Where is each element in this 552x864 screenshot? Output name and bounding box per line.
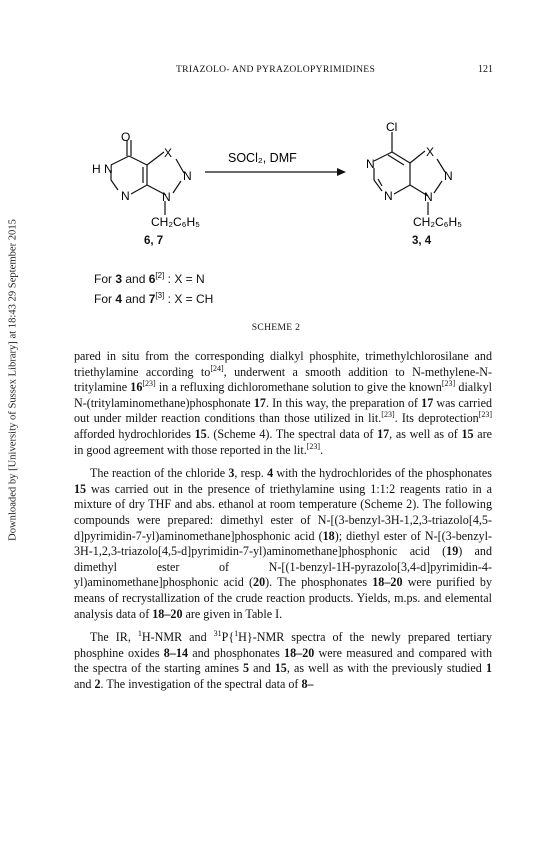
p2-t5: ); diethyl ester of N-[(3-benzyl-3H-1,2,3-triazolo[4,5-d]pyrimidin-7-yl)aminomethane]phosphonic acid ( [74,528,492,559]
p3-b2: 18–20 [284,645,315,660]
p3-b6: 2 [94,676,101,691]
legend-2-prefix: For [94,292,116,306]
p3-t6: were measured and compared with the spectra of the starting amines [74,645,493,676]
right-compound-numbers: 3, 4 [412,235,432,247]
p2-b2: 4 [267,466,274,481]
p2-t4: was carried out in the presence of triethylamine using 1:1:2 reagents ratio in a mixture of dry THF and abs. ethanol at room temperature (Scheme 2). The following compounds were prepared: dimethyl ester of N-[(3-benzyl-3H-1,2,3-triazolo[4,5-d]pyrimidin-7-yl)aminomethane]phosphonic acid ( [74,481,492,543]
p3-s1: 1 [137,629,142,639]
p1-r6: [23] [306,441,321,451]
p1-t12: . [320,442,324,457]
p3-s3: 1 [234,629,239,639]
legend-1-compound-b: 6 [148,272,156,286]
left-nh-label: H N [92,162,113,176]
p2-b3: 15 [74,481,87,496]
p3-b7: 8– [301,676,314,691]
legend-1-ref: [2] [155,271,165,280]
right-x-label: X [426,145,435,159]
p1-t10: , as well as of [389,426,462,441]
p1-t3: in a refluxing dichloromethane solution to give the known [155,380,442,395]
p1-t7: . Its deprotection [394,411,479,426]
right-substituent: CH₂C₆H₅ [413,215,462,229]
p3-b1: 8–14 [163,645,188,660]
legend-1-prefix: For [94,272,116,286]
scheme-caption: SCHEME 2 [251,322,301,333]
left-oxygen-label: O [121,130,131,144]
right-n-top-label: N [366,157,375,171]
p2-b5: 19 [446,544,459,559]
left-n-benzyl-label: N [162,190,171,204]
legend-1-mid: and [122,272,149,286]
scheme-legend-line-1 [94,272,205,286]
left-n-ring-label: N [183,169,192,183]
p2-t2: , resp. [234,466,268,481]
p3-t10: . The investigation of the spectral data of [100,676,302,691]
page-number: 121 [478,64,493,75]
p2-b8: 18–20 [152,606,183,621]
scheme-legend-line-2 [94,292,213,306]
p1-r5: [23] [478,410,493,420]
p3-t3: P{ [221,630,235,645]
right-n-bottom-label: N [384,189,393,203]
legend-2-ref: [3] [155,291,165,300]
p1-b4: 15 [194,426,207,441]
left-x-label: X [164,146,173,160]
p3-t9: and [74,676,95,691]
reaction-scheme [0,0,552,320]
legend-1-compound-a: 3 [115,272,123,286]
download-note-text: Downloaded by [University of Sussex Library] at 18:43 29 September 2015 [7,219,19,541]
p1-b2: 17 [253,395,266,410]
p3-t4: H}-NMR spectra of the newly prepared tertiary phosphine oxides [74,630,493,660]
p1-b1: 16 [130,380,143,395]
legend-2-mid: and [122,292,149,306]
p1-t2: , underwent a smooth addition to N-methylene-N-tritylamine [74,364,492,395]
p1-r2: [23] [142,379,156,389]
reaction-arrowhead [337,168,346,176]
p1-t6: was carried out under milder reaction conditions than those utilized in lit. [74,395,492,426]
legend-2-rest: : X = CH [164,292,214,306]
p3-b3: 5 [243,661,250,676]
paragraph-1 [74,349,492,458]
p1-r4: [23] [381,410,395,420]
p3-t2: H-NMR and [141,630,214,645]
p2-b4: 18 [322,528,335,543]
p1-t9: . (Scheme 4). The spectral data of [206,426,378,441]
left-substituent: CH₂C₆H₅ [151,215,200,229]
p1-t11: are in good agreement with those reported in the lit. [74,426,493,457]
right-n-ring-label: N [444,169,453,183]
p2-b1: 3 [228,466,235,481]
p2-t1: The reaction of the chloride [90,466,229,481]
p3-t7: and [249,661,275,676]
p2-t3: with the hydrochlorides of the phosphonates [273,466,492,481]
running-title: TRIAZOLO- AND PYRAZOLOPYRIMIDINES [176,64,376,75]
right-n-benzyl-label: N [424,190,433,204]
reagents-label: SOCl₂, DMF [228,151,297,165]
p2-t7: ). The phosphonates [265,575,373,590]
p2-b6: 20 [253,575,266,590]
p1-t8: afforded hydrochlorides [74,426,195,441]
p2-t6: ) and dimethyl ester of N-[(1-benzyl-1H-pyrazolo[3,4-d]pyrimidin-4-yl)aminomethane]phosphonic acid ( [74,544,492,590]
p2-b7: 18–20 [372,575,403,590]
body-text [74,349,492,700]
p2-t8: were purified by means of recrystallization of the crude reaction products. Yields, m.ps. and elemental analysis data of [74,575,493,621]
p1-t4: dialkyl N-(tritylaminomethane)phosphonate [74,380,492,410]
p1-t1: pared in situ from the corresponding dialkyl phosphite, trimethylchlorosilane and triethylamine according to [74,349,492,379]
paragraph-2 [74,466,492,622]
p1-b3: 17 [421,395,434,410]
right-chlorine-label: Cl [386,120,398,134]
p3-s2: 31 [213,629,222,639]
legend-2-compound-b: 7 [148,292,156,306]
p2-t9: are given in Table I. [182,606,283,621]
p1-r3: [23] [441,379,456,389]
p3-t8: , as well as with the previously studied [286,661,486,676]
p1-r1: [24] [210,363,224,373]
legend-1-rest: : X = N [164,272,205,286]
p1-t5: . In this way, the preparation of [265,395,422,410]
p3-t5: and phosphonates [187,645,285,660]
p3-t1: The IR, [90,630,138,645]
left-n-label: N [121,189,130,203]
left-compound-numbers: 6, 7 [144,235,164,247]
legend-2-compound-a: 4 [115,292,123,306]
left-structure-bonds [111,140,184,215]
p3-b4: 15 [274,661,287,676]
paragraph-3 [74,630,492,692]
p3-b5: 1 [485,661,492,676]
p1-b6: 15 [461,426,474,441]
p1-b5: 17 [377,426,390,441]
